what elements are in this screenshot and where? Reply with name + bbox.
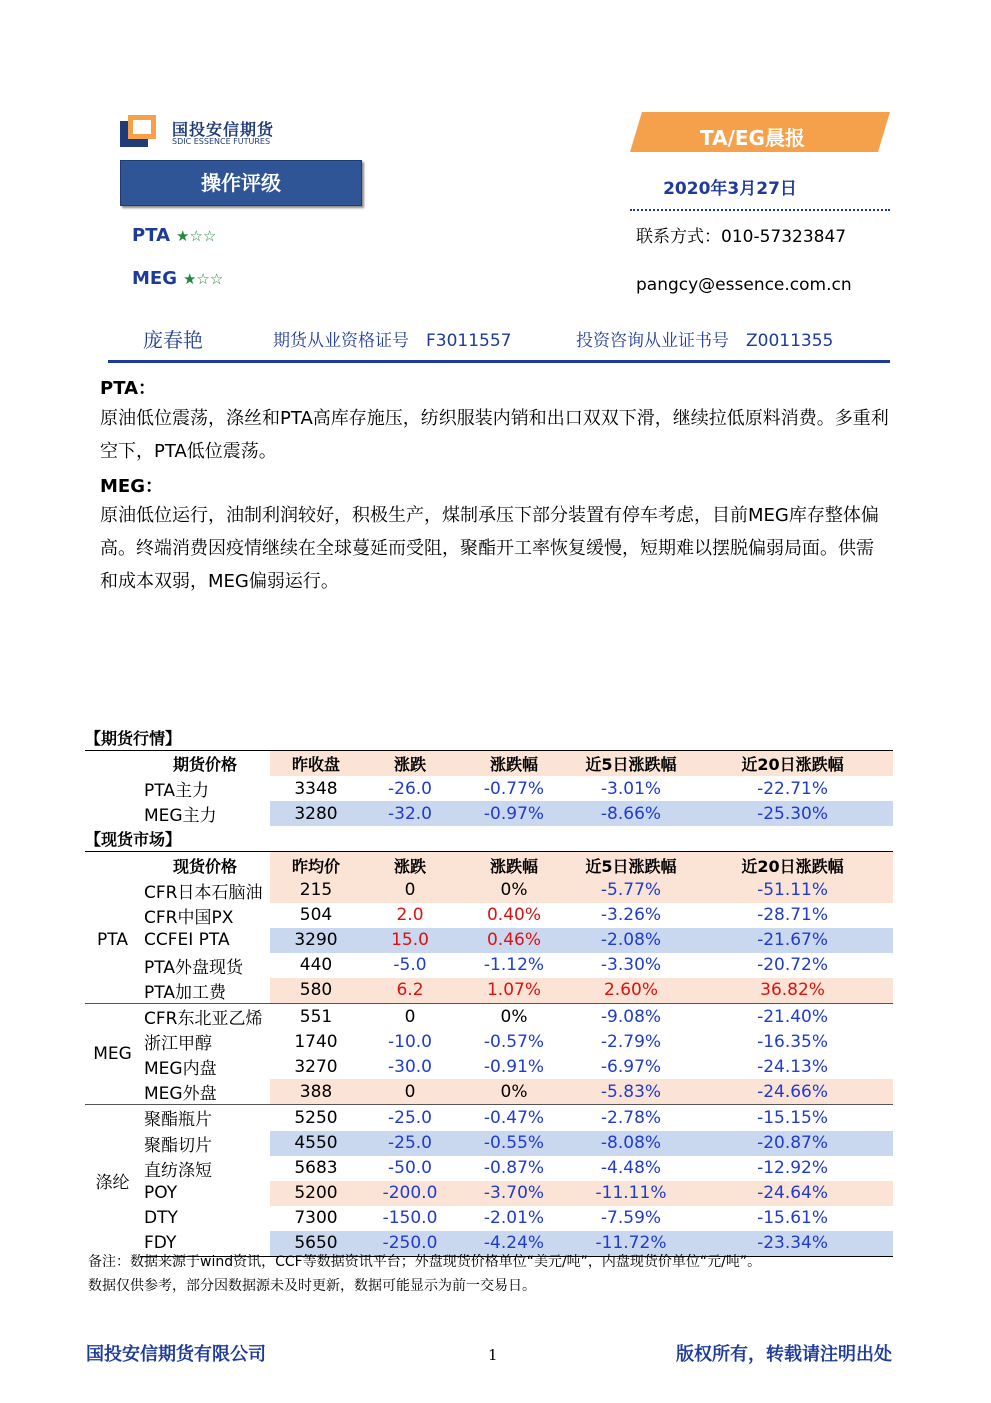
value-cell: -15.15% xyxy=(692,1105,893,1131)
value-cell: -25.0 xyxy=(362,1131,458,1156)
table-row xyxy=(85,1029,893,1054)
value-cell: -11.11% xyxy=(570,1181,692,1206)
advisory-cert: 投资咨询从业证书号 Z0011355 xyxy=(576,331,834,351)
value-cell: 2.60% xyxy=(570,978,692,1004)
item-name: PTA外盘现货 xyxy=(144,957,243,978)
value-cell: -4.48% xyxy=(600,1158,662,1179)
item-name: CFR日本石脑油 xyxy=(144,882,263,903)
logo-chinese: 国投安信期货 xyxy=(172,120,275,139)
value-cell: -24.66% xyxy=(692,1079,893,1105)
value-cell: -0.57% xyxy=(483,1031,545,1052)
table-note-1: 备注：数据来源于wind资讯，CCF等数据资讯平台；外盘现货价格单位“美元/吨”，内盘现货价单位“元/吨”。 xyxy=(88,1254,762,1270)
value-cell: 0% xyxy=(458,1079,570,1105)
value-cell: -23.34% xyxy=(692,1231,893,1257)
rating-meg xyxy=(132,268,223,289)
logo-mark-icon xyxy=(120,115,164,149)
value-cell: 0 xyxy=(362,1079,458,1105)
value-cell: -8.08% xyxy=(570,1131,692,1156)
company-logo xyxy=(120,115,290,151)
value-cell: -51.11% xyxy=(692,878,893,903)
item-name: CFR中国PX xyxy=(144,907,234,928)
value-cell: -7.59% xyxy=(600,1208,662,1229)
blank-cell xyxy=(85,801,140,826)
item-name: MEG外盘 xyxy=(144,1084,217,1105)
blank-cell xyxy=(85,776,140,801)
value-cell: -2.08% xyxy=(570,928,692,953)
table-row xyxy=(85,1004,893,1030)
table-row xyxy=(85,801,893,826)
futures-section-label xyxy=(85,725,893,751)
value-cell: 3290 xyxy=(270,928,362,953)
value-cell: 3270 xyxy=(294,1056,338,1077)
value-cell: -50.0 xyxy=(388,1158,432,1179)
value-cell: -0.87% xyxy=(483,1158,545,1179)
value-cell: -5.0 xyxy=(393,955,427,976)
report-date: 2020年3月27日 xyxy=(663,179,797,199)
table-row xyxy=(85,1181,893,1206)
value-cell: 2.0 xyxy=(396,905,424,926)
contact-phone: 联系方式：010-57323847 xyxy=(636,227,847,247)
futures-cert: 期货从业资格证号 F3011557 xyxy=(273,331,512,351)
item-name: CFR东北亚乙烯 xyxy=(140,1004,270,1030)
value-cell: 15.0 xyxy=(362,928,458,953)
report-title: TA/EG晨报 xyxy=(700,126,805,150)
column-header: 近20日涨跌幅 xyxy=(692,852,893,878)
value-cell: 504 xyxy=(299,905,333,926)
table-row xyxy=(85,1131,893,1156)
value-cell: 0.40% xyxy=(486,905,541,926)
value-cell: -30.0 xyxy=(388,1056,432,1077)
value-cell: -150.0 xyxy=(382,1208,438,1229)
item-name: POY xyxy=(144,1183,178,1204)
value-cell: -2.79% xyxy=(600,1031,662,1052)
blank-cell xyxy=(85,852,140,878)
value-cell: 1740 xyxy=(294,1031,338,1052)
value-cell: -250.0 xyxy=(362,1231,458,1257)
table-row xyxy=(85,1156,893,1181)
item-name: DTY xyxy=(144,1208,178,1229)
value-cell: -0.77% xyxy=(483,778,545,799)
value-cell: -22.71% xyxy=(757,778,829,799)
column-header: 近20日涨跌幅 xyxy=(692,751,893,777)
value-cell: 5200 xyxy=(270,1181,362,1206)
section-heading-meg: MEG： xyxy=(100,476,163,497)
value-cell: -8.66% xyxy=(570,801,692,826)
column-header: 涨跌幅 xyxy=(458,751,570,777)
value-cell: -12.92% xyxy=(757,1158,829,1179)
item-name: PTA主力 xyxy=(144,781,209,802)
value-cell: -28.71% xyxy=(757,905,829,926)
value-cell: -9.08% xyxy=(570,1004,692,1030)
table-note-2: 数据仅供参考，部分因数据源未及时更新，数据可能显示为前一交易日。 xyxy=(88,1278,536,1294)
item-name: MEG主力 xyxy=(144,806,217,827)
table-row xyxy=(85,928,893,953)
section-heading-pta: PTA： xyxy=(100,378,157,399)
value-cell: 0.46% xyxy=(458,928,570,953)
value-cell: 3280 xyxy=(270,801,362,826)
analyst-row xyxy=(108,320,890,363)
value-cell: 0% xyxy=(458,878,570,903)
rating-pta xyxy=(132,225,216,246)
value-cell: 6.2 xyxy=(362,978,458,1004)
value-cell: -6.97% xyxy=(600,1056,662,1077)
spot-header-row xyxy=(85,852,893,878)
futures-header-row xyxy=(85,751,893,777)
table-row xyxy=(85,978,893,1004)
value-cell: -20.72% xyxy=(757,955,829,976)
value-cell: -25.0 xyxy=(362,1105,458,1131)
section-text-meg: 原油低位运行，油制利润较好，积极生产，煤制承压下部分装置有停车考虑，目前MEG库存整体偏高。终端消费因疫情继续在全球蔓延而受阻，聚酯开工率恢复缓慢，短期难以摆脱偏弱局面。供需和成本双弱，MEG偏弱运行。 xyxy=(100,505,879,592)
rating-name: MEG xyxy=(132,268,177,289)
section-label: 【现货市场】 xyxy=(85,830,182,850)
analyst-name: 庞春艳 xyxy=(143,328,203,352)
value-cell: 551 xyxy=(270,1004,362,1030)
value-cell: -32.0 xyxy=(362,801,458,826)
value-cell: -10.0 xyxy=(388,1031,432,1052)
group-label: 涤纶 xyxy=(85,1105,140,1257)
value-cell: 0 xyxy=(362,878,458,903)
item-name: 直纺涤短 xyxy=(144,1160,212,1181)
section-text-pta: 原油低位震荡，涤丝和PTA高库存施压，纺织服装内销和出口双双下滑，继续拉低原料消费。多重利空下，PTA低位震荡。 xyxy=(100,408,889,462)
group-label: MEG xyxy=(85,1004,140,1105)
value-cell: -5.83% xyxy=(570,1079,692,1105)
value-cell: -1.12% xyxy=(483,955,545,976)
table-row xyxy=(85,878,893,903)
value-cell: -3.01% xyxy=(600,778,662,799)
column-header: 近5日涨跌幅 xyxy=(570,852,692,878)
item-name: PTA加工费 xyxy=(144,982,226,1003)
rating-name: PTA xyxy=(132,225,171,246)
page-number: 1 xyxy=(488,1346,498,1364)
item-name: 浙江甲醇 xyxy=(144,1034,212,1055)
market-table xyxy=(85,725,893,1257)
value-cell: -2.01% xyxy=(483,1208,545,1229)
value-cell: 3348 xyxy=(294,778,338,799)
item-name: MEG内盘 xyxy=(144,1059,217,1080)
value-cell: 388 xyxy=(270,1079,362,1105)
value-cell: -16.35% xyxy=(757,1031,829,1052)
value-cell: -0.55% xyxy=(458,1131,570,1156)
table-row xyxy=(85,953,893,978)
value-cell: 5250 xyxy=(270,1105,362,1131)
logo-english: SDIC ESSENCE FUTURES xyxy=(172,137,271,146)
value-cell: 0 xyxy=(362,1004,458,1030)
value-cell: 1.07% xyxy=(458,978,570,1004)
value-cell: -2.78% xyxy=(570,1105,692,1131)
section-label: 【期货行情】 xyxy=(85,729,182,749)
item-name: CCFEI PTA xyxy=(144,930,230,951)
value-cell: -5.77% xyxy=(570,878,692,903)
value-cell: -24.64% xyxy=(692,1181,893,1206)
value-cell: 580 xyxy=(270,978,362,1004)
value-cell: 36.82% xyxy=(692,978,893,1004)
value-cell: -21.40% xyxy=(692,1004,893,1030)
column-header: 涨跌 xyxy=(362,852,458,878)
footer-copyright: 版权所有，转载请注明出处 xyxy=(676,1344,892,1365)
contact-email[interactable]: pangcy@essence.com.cn xyxy=(636,275,852,295)
dotted-divider xyxy=(630,209,890,211)
value-cell: -26.0 xyxy=(388,778,432,799)
rating-title-box: 操作评级 xyxy=(120,160,362,206)
item-name: 聚酯瓶片 xyxy=(140,1105,270,1131)
value-cell: -15.61% xyxy=(757,1208,829,1229)
value-cell: 5683 xyxy=(294,1158,338,1179)
value-cell: 0% xyxy=(458,1004,570,1030)
value-cell: -3.70% xyxy=(458,1181,570,1206)
value-cell: -0.91% xyxy=(483,1056,545,1077)
footer-company: 国投安信期货有限公司 xyxy=(86,1344,266,1365)
spot-section-label xyxy=(85,826,893,852)
value-cell: -11.72% xyxy=(570,1231,692,1257)
value-cell: -24.13% xyxy=(757,1056,829,1077)
value-cell: 5650 xyxy=(270,1231,362,1257)
value-cell: -0.47% xyxy=(458,1105,570,1131)
column-header: 涨跌 xyxy=(362,751,458,777)
group-label: PTA xyxy=(97,930,128,951)
item-name: 聚酯切片 xyxy=(144,1135,212,1156)
value-cell: -200.0 xyxy=(362,1181,458,1206)
star-rating-icon: ★☆☆ xyxy=(176,227,217,245)
value-cell: 7300 xyxy=(294,1208,338,1229)
table-row xyxy=(85,776,893,801)
value-cell: -0.97% xyxy=(458,801,570,826)
item-name: FDY xyxy=(140,1231,270,1257)
blank-cell xyxy=(85,751,140,777)
star-rating-icon: ★☆☆ xyxy=(182,270,224,288)
value-cell: 215 xyxy=(270,878,362,903)
value-cell: -3.30% xyxy=(600,955,662,976)
table-row xyxy=(85,1105,893,1131)
table-row xyxy=(85,1079,893,1105)
column-header: 近5日涨跌幅 xyxy=(570,751,692,777)
table-row xyxy=(85,1206,893,1231)
value-cell: -21.67% xyxy=(692,928,893,953)
value-cell: 4550 xyxy=(270,1131,362,1156)
value-cell: -25.30% xyxy=(692,801,893,826)
column-header: 昨均价 xyxy=(270,852,362,878)
report-title-ribbon xyxy=(630,112,890,152)
column-header: 涨跌幅 xyxy=(458,852,570,878)
table-row xyxy=(85,1054,893,1079)
value-cell: -3.26% xyxy=(600,905,662,926)
column-header: 现货价格 xyxy=(140,852,270,878)
column-header: 期货价格 xyxy=(140,751,270,777)
value-cell: -20.87% xyxy=(692,1131,893,1156)
value-cell: -4.24% xyxy=(458,1231,570,1257)
value-cell: 440 xyxy=(299,955,333,976)
column-header: 昨收盘 xyxy=(270,751,362,777)
table-row xyxy=(85,903,893,928)
